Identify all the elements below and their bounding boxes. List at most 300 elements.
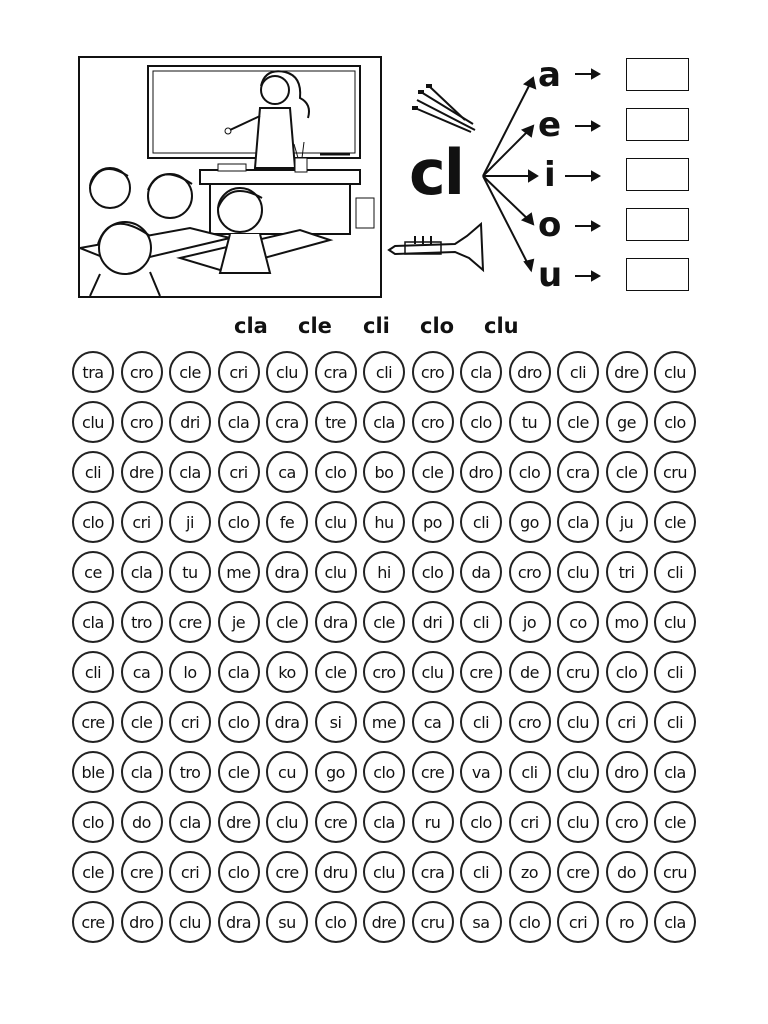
syllable-circle-text: cro [614,812,639,832]
syllable-circle[interactable] [460,851,502,893]
syllable-circle-text: cro [129,412,154,432]
syllable-circle-text: clu [373,862,395,882]
syllable-circle-text: clo [227,862,250,882]
syllable-circle-text: cla [179,812,201,832]
syllable-circle-text: me [226,562,251,582]
syllable-circle-text: cra [566,462,590,482]
syllable-circle[interactable] [218,551,260,593]
syllable-circle-text: cre [275,862,299,882]
syllable-circle-text: dra [225,912,252,932]
syllable-circle[interactable] [460,551,502,593]
syllable-circle[interactable] [412,651,454,693]
syllable-circle-text: cri [229,462,248,482]
syllable-circle-text: va [471,762,491,782]
syllable-circle-text: dra [322,612,349,632]
syllable-circle[interactable] [72,751,114,793]
box-arrows [565,70,599,280]
syllable-circle[interactable] [266,601,308,643]
syllable-circle-text: cra [323,362,348,382]
syllable-circle[interactable] [121,901,163,943]
syllable-circle[interactable] [315,451,357,493]
syllable-circle-text: clo [421,562,444,582]
syllable-circle[interactable] [266,801,308,843]
syllable-circle[interactable] [169,601,211,643]
syllable-circle-text: tri [618,562,635,582]
syllable-circle[interactable] [509,901,551,943]
syllable-circle[interactable] [72,501,114,543]
syllable-circle-text: po [423,512,442,532]
syllable-circle-text: cro [129,362,154,382]
syllable-circle-text: cla [227,412,250,432]
syllable-circle[interactable] [654,401,696,443]
classroom-illustration [78,56,382,298]
syllable-circle-text: cla [179,462,201,482]
syllable-circle[interactable] [218,901,260,943]
classroom-drawing [80,58,380,296]
syllable-circle[interactable] [557,351,599,393]
syllable-circle-text: cli [666,712,684,732]
answer-box-a[interactable] [626,58,689,91]
syllable-circle-text: dri [180,412,200,432]
syllable-circle[interactable] [557,601,599,643]
syllable-circle[interactable] [218,351,260,393]
syllable-circle[interactable] [509,451,551,493]
vowel-o: o [538,205,562,245]
syllable-circle-text: cle [82,862,104,882]
syllable-circle[interactable] [412,901,454,943]
syllable-circle[interactable] [654,351,696,393]
syllable-circle-text: cle [567,412,589,432]
syllable-circle-text: clo [615,662,638,682]
syllable-circle-text: dre [226,812,251,832]
syllable-circle[interactable] [654,801,696,843]
vowel-a: a [538,55,561,95]
syllable-circle[interactable] [218,501,260,543]
syllable-circle-text: da [471,562,491,582]
syllable-circle[interactable] [654,901,696,943]
syllable-circle[interactable] [363,651,405,693]
syllable-circle[interactable] [606,651,648,693]
syllable-circle[interactable] [72,351,114,393]
syllable-circle[interactable] [606,601,648,643]
syllable-circle[interactable] [363,401,405,443]
syllable-circle[interactable] [266,751,308,793]
syllable-circle-text: cra [275,412,299,432]
syllable-circle[interactable] [72,851,114,893]
syllable-circle[interactable] [169,901,211,943]
syllable-circle[interactable] [557,701,599,743]
syllable-circle[interactable] [412,601,454,643]
syllable-circle-text: ce [84,562,102,582]
syllable-circle-text: je [231,612,246,632]
syllable-circle-text: cla [664,912,686,932]
syllable-circle[interactable] [363,801,405,843]
syllable-circle[interactable] [121,401,163,443]
answer-box-e[interactable] [626,108,689,141]
syllable-circle-text: do [132,812,151,832]
syllable-circle[interactable] [509,801,551,843]
syllable-circle[interactable] [509,751,551,793]
syllable-circle-text: clo [518,912,541,932]
syllable-circle[interactable] [412,701,454,743]
syllable-circle[interactable] [509,351,551,393]
syllable-circle-text: cre [323,812,348,832]
syllable-circle-text: cro [517,712,542,732]
syllable-circle[interactable] [654,451,696,493]
consonant-cluster: cl [409,136,464,209]
syllable-circle-text: cle [324,662,347,682]
syllable-circle-text: cre [129,862,154,882]
syllable-circle[interactable] [412,551,454,593]
syllable-circle-text: dru [322,862,349,882]
syllable-circle-text: tro [131,612,152,632]
syllable-circle[interactable] [460,801,502,843]
syllable-circle-text: clu [567,812,589,832]
syllable-circle-text: dre [614,362,639,382]
syllable-circle-text: cle [130,712,153,732]
syllable-circle[interactable] [315,601,357,643]
trumpet-icon [389,224,483,270]
syllable-circle[interactable] [266,901,308,943]
syllable-circle-text: clu [276,812,298,832]
syllable-circle[interactable] [72,651,114,693]
syllable-circle[interactable] [557,751,599,793]
syllable-circle[interactable] [412,401,454,443]
syllable-circle[interactable] [315,851,357,893]
syllable-circle-text: ko [278,662,296,682]
syllable-circle[interactable] [169,851,211,893]
syllable-circle-text: clo [373,762,395,782]
syllable-circle[interactable] [654,701,696,743]
syllable-circle[interactable] [557,451,599,493]
syllable-circle[interactable] [460,701,502,743]
syllable-circle[interactable] [121,801,163,843]
syllable-circle-text: hu [374,512,394,532]
syllable-circle[interactable] [460,351,502,393]
syllable-circle-text: dre [129,462,154,482]
syllable-circle[interactable] [169,401,211,443]
syllable-circle[interactable] [460,901,502,943]
syllable-circle[interactable] [72,901,114,943]
vowel-i: i [544,155,556,195]
syllable-circle[interactable] [606,401,648,443]
syllable-circle[interactable] [412,501,454,543]
syllable-circle[interactable] [169,501,211,543]
syllable-circle-text: cro [372,662,396,682]
syllable-circle[interactable] [557,851,599,893]
syllable-circle-text: sa [472,912,490,932]
syllable-circle[interactable] [315,901,357,943]
syllables-title [0,314,768,344]
syllable-circle[interactable] [412,801,454,843]
syllable-circle[interactable] [218,401,260,443]
syllable-circle-text: go [520,512,539,532]
syllable-circle-text: cu [278,762,296,782]
syllable-circle-text: tro [179,762,201,782]
syllable-circle[interactable] [169,451,211,493]
syllable-circle-text: cru [565,662,590,682]
syllable-circle[interactable] [121,451,163,493]
syllable-circle-text: cla [130,562,153,582]
syllable-circle-text: ca [278,462,296,482]
syllable-circle-text: ge [617,412,636,432]
syllable-circle[interactable] [121,701,163,743]
syllable-circle-text: clu [179,912,201,932]
syllable-circle[interactable] [218,751,260,793]
syllable-circle-text: cla [227,662,250,682]
syllable-circle[interactable] [72,701,114,743]
syllable-circle-text: cri [180,712,200,732]
syllable-circle[interactable] [315,651,357,693]
syllable-circle[interactable] [654,751,696,793]
syllable-circle-text: cri [180,862,200,882]
syllable-circle-text: cle [664,512,686,532]
syllable-circle[interactable] [121,501,163,543]
syllable-circle-text: clo [324,462,347,482]
syllable-circle[interactable] [412,751,454,793]
syllable-circle[interactable] [266,401,308,443]
syllable-circle[interactable] [363,501,405,543]
syllable-circle[interactable] [266,501,308,543]
syllable-circle-text: dri [422,612,443,632]
syllable-circle-text: cle [373,612,395,632]
syllable-circle[interactable] [460,651,502,693]
syllable-circle-text: hi [377,562,391,582]
syllable-circle-text: cro [517,562,542,582]
syllable-circle-text: clu [276,362,298,382]
syllable-circle-text: cre [81,712,105,732]
syllable-circle[interactable] [654,651,696,693]
syllable-circle[interactable] [315,401,357,443]
syllable-circle[interactable] [460,451,502,493]
syllable-circle-text: ca [423,712,442,732]
syllable-circle-text: cla [470,362,492,382]
syllable-circle-text: dro [517,362,542,382]
answer-box-i[interactable] [626,158,689,191]
syllable-circle-text: cli [472,512,490,532]
syllable-cli: cli [363,314,390,338]
answer-box-o[interactable] [626,208,689,241]
syllable-circle-text: clu [82,412,104,432]
syllable-circle[interactable] [460,401,502,443]
syllable-circle-text: cre [81,912,105,932]
syllable-circle-text: dro [129,912,154,932]
syllable-circle[interactable] [121,651,163,693]
syllable-circle[interactable] [72,801,114,843]
syllable-circle-text: clo [227,712,250,732]
syllable-circle[interactable] [169,351,211,393]
syllable-circle[interactable] [509,551,551,593]
syllable-circle-text: ble [81,762,105,782]
syllable-circle[interactable] [509,401,551,443]
syllable-circle[interactable] [363,851,405,893]
syllable-circle[interactable] [654,851,696,893]
syllable-circle-text: zo [520,862,539,882]
syllable-circle[interactable] [363,601,405,643]
syllable-circle-text: cli [84,462,102,482]
syllable-circle-text: clo [470,412,492,432]
syllable-circle-text: cla [567,512,589,532]
syllable-circle-text: cle [421,462,444,482]
syllable-circle-text: clo [324,912,347,932]
syllable-circle-text: cla [82,612,104,632]
syllable-circle[interactable] [412,851,454,893]
syllable-circle-text: fe [279,512,295,532]
syllable-circle[interactable] [218,651,260,693]
syllable-circle-text: cro [420,362,445,382]
syllable-circle[interactable] [315,751,357,793]
syllable-circle-text: clo [664,412,686,432]
syllable-circle[interactable] [363,351,405,393]
syllable-circle[interactable] [363,451,405,493]
syllable-circle[interactable] [315,701,357,743]
syllable-circle[interactable] [363,751,405,793]
syllable-circle[interactable] [121,351,163,393]
syllable-clo: clo [420,314,455,338]
syllable-circle[interactable] [266,701,308,743]
syllable-circle-text: clu [567,712,589,732]
syllable-circle-text: tra [82,362,104,382]
syllable-circle[interactable] [606,851,648,893]
syllable-circle-text: su [278,912,296,932]
syllable-circle[interactable] [363,551,405,593]
syllable-circle[interactable] [315,801,357,843]
syllable-circle[interactable] [509,501,551,543]
syllable-circle[interactable] [121,851,163,893]
syllable-circle[interactable] [606,801,648,843]
syllable-circle[interactable] [606,451,648,493]
syllable-circle-text: lo [183,662,197,682]
syllable-circle[interactable] [606,551,648,593]
syllable-circle-text: tu [182,562,198,582]
syllable-circle-text: cla [664,762,686,782]
syllable-circle-text: cla [373,412,395,432]
syllable-circle[interactable] [72,401,114,443]
syllable-circle[interactable] [266,351,308,393]
syllable-circle[interactable] [557,501,599,543]
syllable-circle[interactable] [72,451,114,493]
syllable-circle-text: go [326,762,345,782]
syllable-circle[interactable] [169,701,211,743]
syllable-circle-text: cli [472,712,490,732]
syllable-circle[interactable] [606,351,648,393]
syllable-circle[interactable] [218,701,260,743]
syllable-circle[interactable] [315,501,357,543]
syllable-circle[interactable] [606,751,648,793]
answer-box-u[interactable] [626,258,689,291]
syllable-circle-text: cru [420,912,445,932]
syllable-circle[interactable] [266,651,308,693]
syllable-circle[interactable] [169,651,211,693]
syllable-circle[interactable] [218,451,260,493]
syllable-circle-text: cle [276,612,298,632]
syllable-circle[interactable] [218,801,260,843]
syllable-circle-text: clu [324,512,347,532]
syllable-circle[interactable] [266,851,308,893]
syllable-circle-text: ro [618,912,634,932]
syllable-circle-text: cru [662,462,687,482]
syllable-circle[interactable] [412,351,454,393]
syllable-circle[interactable] [315,351,357,393]
syllable-circle-text: clo [470,812,492,832]
syllable-circle[interactable] [218,601,260,643]
syllable-circle-text: ji [186,512,194,532]
syllable-circle[interactable] [606,901,648,943]
syllable-circle[interactable] [654,501,696,543]
syllable-circle[interactable] [654,601,696,643]
syllable-circle-text: cro [420,412,445,432]
syllable-circle[interactable] [557,651,599,693]
syllable-circle-text: cla [130,762,153,782]
syllable-circle-grid [72,351,692,951]
syllable-circle[interactable] [169,751,211,793]
syllable-circle-text: tre [325,412,346,432]
syllable-circle[interactable] [121,551,163,593]
syllable-circle-text: cle [615,462,638,482]
syllable-circle-text: bo [374,462,394,482]
syllable-circle-text: ru [424,812,441,832]
syllable-circle[interactable] [121,751,163,793]
syllable-circle-text: dre [371,912,397,932]
syllable-circle-text: cre [469,662,493,682]
syllable-circle[interactable] [169,801,211,843]
syllable-circle[interactable] [363,901,405,943]
syllable-circle-text: dro [614,762,639,782]
syllable-circle-text: co [569,612,587,632]
fan-arrows [483,78,537,270]
syllable-circle[interactable] [363,701,405,743]
syllable-circle-text: cri [229,362,248,382]
syllable-circle-text: cli [666,662,684,682]
syllable-circle[interactable] [654,551,696,593]
syllable-circle[interactable] [460,501,502,543]
syllable-cle: cle [298,314,332,338]
syllable-circle-text: clu [421,662,444,682]
syllable-circle[interactable] [509,651,551,693]
syllable-circle[interactable] [460,751,502,793]
syllable-circle-text: cre [420,762,445,782]
syllable-circle[interactable] [460,601,502,643]
syllable-circle-text: cli [375,362,393,382]
syllable-circle[interactable] [557,551,599,593]
syllable-circle[interactable] [121,601,163,643]
syllable-circle[interactable] [606,701,648,743]
syllable-circle[interactable] [557,401,599,443]
syllable-circle[interactable] [412,451,454,493]
syllable-circle-text: mo [614,612,639,632]
syllable-circle-text: cle [664,812,686,832]
syllable-circle[interactable] [557,801,599,843]
syllable-circle-text: clu [324,562,347,582]
syllable-circle[interactable] [72,551,114,593]
syllable-circle-text: cli [521,762,538,782]
syllable-circle[interactable] [509,701,551,743]
syllable-circle[interactable] [315,551,357,593]
syllable-circle[interactable] [169,551,211,593]
syllable-circle[interactable] [266,551,308,593]
syllable-circle[interactable] [509,851,551,893]
syllable-circle[interactable] [266,451,308,493]
vowel-e: e [538,105,562,145]
syllable-circle-text: cle [227,762,250,782]
syllable-circle-text: cre [566,862,590,882]
syllable-circle[interactable] [72,601,114,643]
syllable-circle[interactable] [218,851,260,893]
syllable-circle[interactable] [557,901,599,943]
syllable-circle-text: cri [617,712,636,732]
syllable-circle[interactable] [606,501,648,543]
syllable-circle[interactable] [509,601,551,643]
